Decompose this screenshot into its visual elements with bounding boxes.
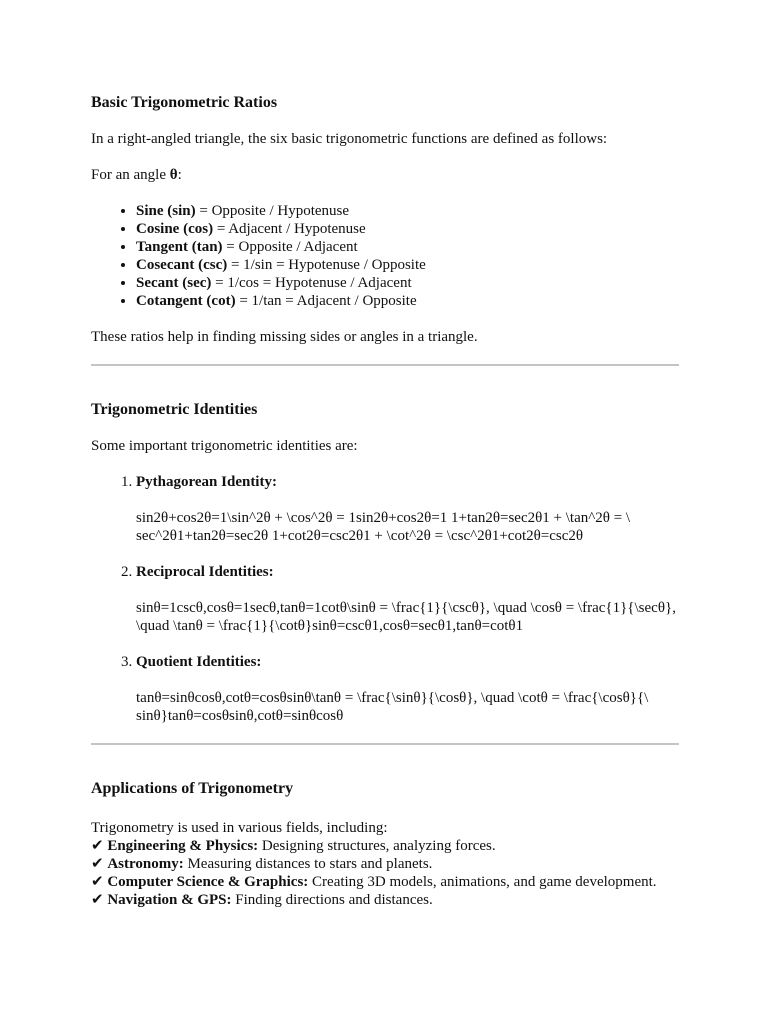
application-term: Astronomy: xyxy=(107,856,184,872)
section-title-ratios: Basic Trigonometric Ratios xyxy=(91,94,278,111)
application-description: Finding directions and distances. xyxy=(231,892,433,908)
application-item xyxy=(91,891,681,909)
angle-symbol: θ xyxy=(169,167,178,183)
ratios-outro: These ratios help in finding missing sides or angles in a triangle. xyxy=(91,329,478,345)
ratio-definition: = Opposite / Adjacent xyxy=(222,239,358,255)
list-item xyxy=(136,292,681,310)
identity-heading: Reciprocal Identities: xyxy=(136,564,274,580)
application-term: Navigation & GPS: xyxy=(107,892,232,908)
application-item xyxy=(91,837,681,855)
list-item xyxy=(136,256,681,274)
application-item xyxy=(91,855,681,873)
list-item xyxy=(136,202,681,220)
list-item xyxy=(136,238,681,256)
application-description: Designing structures, analyzing forces. xyxy=(258,838,496,854)
application-term: Engineering & Physics: xyxy=(107,838,259,854)
angle-suffix: : xyxy=(177,167,182,183)
checkmark-icon: ✔ xyxy=(91,874,104,890)
section-title-applications: Applications of Trigonometry xyxy=(91,780,294,797)
ratio-term: Sine (sin) xyxy=(136,203,196,219)
application-description: Creating 3D models, animations, and game development. xyxy=(308,874,657,890)
ratio-term: Cotangent (cot) xyxy=(136,293,236,309)
ratio-definition: = 1/sin = Hypotenuse / Opposite xyxy=(227,257,426,273)
identity-item-pythagorean xyxy=(136,473,681,545)
application-term: Computer Science & Graphics: xyxy=(107,874,309,890)
applications-intro: Trigonometry is used in various fields, including: xyxy=(91,820,388,836)
identity-item-quotient xyxy=(136,653,681,725)
checkmark-icon: ✔ xyxy=(91,856,104,872)
application-description: Measuring distances to stars and planets. xyxy=(183,856,433,872)
identity-heading: Pythagorean Identity: xyxy=(136,474,277,490)
list-item xyxy=(136,220,681,238)
ratio-term: Secant (sec) xyxy=(136,275,212,291)
identities-intro: Some important trigonometric identities are: xyxy=(91,438,358,454)
checkmark-icon: ✔ xyxy=(91,892,104,908)
ratios-intro: In a right-angled triangle, the six basic trigonometric functions are defined as follows: xyxy=(91,131,608,147)
identity-formula: tanθ=sinθcosθ,cotθ=cosθsinθ\tanθ = \frac{\sinθ}{\cosθ}, \quad \cotθ = \frac{\cosθ}{\ sinθ}tanθ=cosθsinθ,cotθ=sinθcosθ xyxy=(136,690,649,724)
identity-formula: sinθ=1cscθ,cosθ=1secθ,tanθ=1cotθ\sinθ = \frac{1}{\cscθ}, \quad \cosθ = \frac{1}{\secθ}, \quad \tanθ = \frac{1}{\cotθ}sinθ=cscθ1,cosθ=secθ1,tanθ=cotθ1 xyxy=(136,600,676,634)
identities-list xyxy=(91,473,681,725)
application-item xyxy=(91,873,681,891)
checkmark-icon: ✔ xyxy=(91,838,104,854)
ratio-term: Tangent (tan) xyxy=(136,239,223,255)
angle-line xyxy=(91,166,681,184)
angle-prefix: For an angle xyxy=(91,167,170,183)
ratio-definition: = 1/cos = Hypotenuse / Adjacent xyxy=(211,275,412,291)
document-content xyxy=(91,93,681,909)
ratio-definition: = Adjacent / Hypotenuse xyxy=(213,221,366,237)
ratio-term: Cosecant (csc) xyxy=(136,257,228,273)
list-item xyxy=(136,274,681,292)
section-title-identities: Trigonometric Identities xyxy=(91,401,258,418)
ratio-definition: = Opposite / Hypotenuse xyxy=(195,203,350,219)
identity-formula: sin2θ+cos2θ=1\sin^2θ + \cos^2θ = 1sin2θ+cos2θ=1 1+tan2θ=sec2θ1 + \tan^2θ = \ sec^2θ1+tan2θ=sec2θ 1+cot2θ=csc2θ1 + \cot^2θ = \csc^2θ1+cot2θ=csc2θ xyxy=(136,510,631,544)
ratios-list xyxy=(91,202,681,310)
section-divider xyxy=(91,364,679,366)
identity-item-reciprocal xyxy=(136,563,681,635)
section-divider xyxy=(91,743,679,745)
ratio-definition: = 1/tan = Adjacent / Opposite xyxy=(235,293,417,309)
identity-heading: Quotient Identities: xyxy=(136,654,262,670)
ratio-term: Cosine (cos) xyxy=(136,221,214,237)
